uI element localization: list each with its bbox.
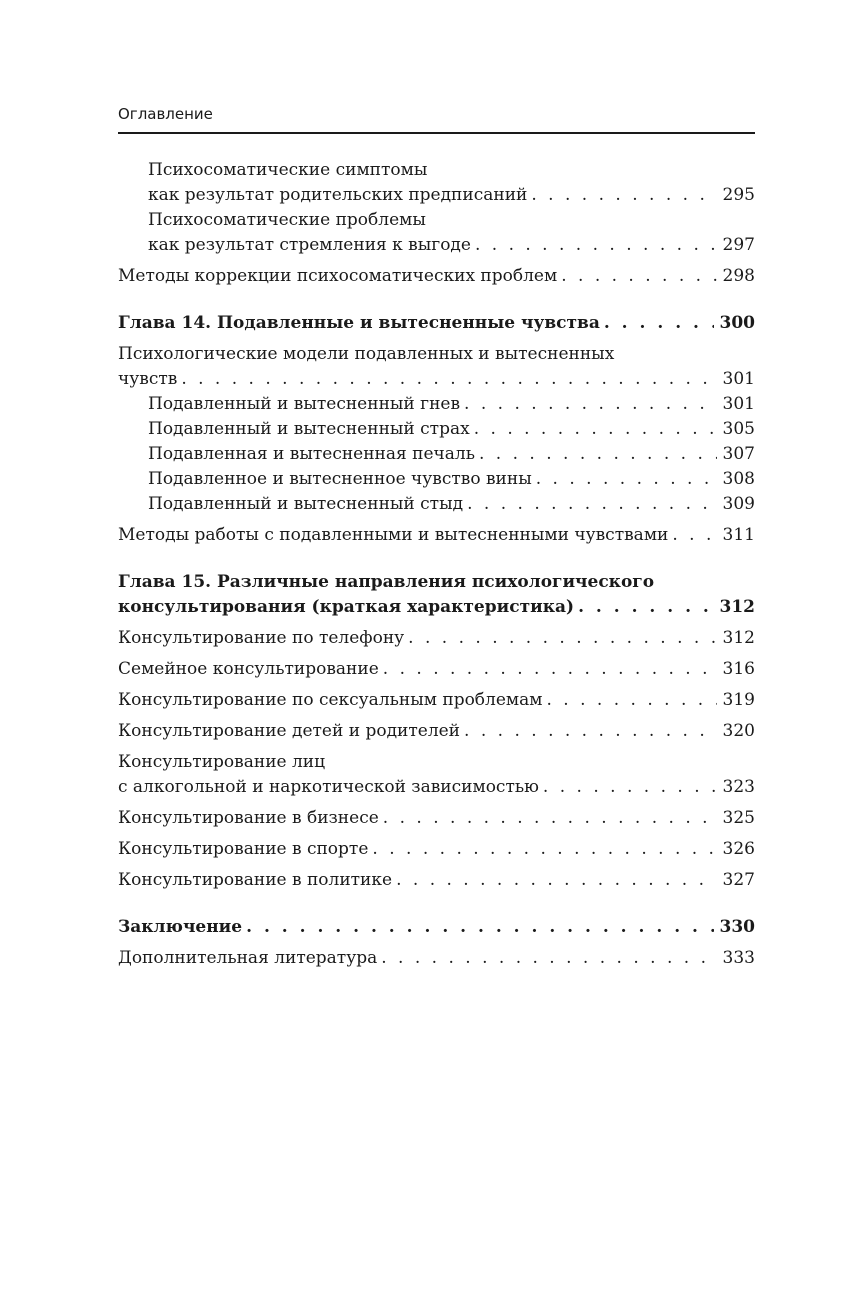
toc-entry	[118, 750, 755, 800]
toc-page-number: 311	[722, 525, 755, 545]
toc-page-number: 320	[722, 721, 755, 741]
toc-entry-title: с алкогольной и наркотической зависимостью	[118, 777, 539, 797]
toc-page-number: 326	[722, 839, 755, 859]
toc-entry	[118, 392, 755, 417]
toc-entry-title: Дополнительная литература	[118, 948, 378, 968]
toc-leader-dots	[408, 626, 716, 651]
toc-entry-title: Подавленная и вытесненная печаль	[148, 444, 475, 464]
toc-chapter-title-line: Глава 15. Различные направления психологического	[118, 572, 655, 592]
toc-leader-dots	[383, 657, 717, 682]
toc-leader-dots	[547, 688, 717, 713]
toc-leader-dots	[531, 183, 716, 208]
toc-page-number: 301	[722, 394, 755, 414]
toc-entry-title: Подавленный и вытесненный гнев	[148, 394, 461, 414]
toc-page-number: 308	[722, 469, 755, 489]
toc-leader-dots	[396, 868, 716, 893]
toc-entry	[118, 492, 755, 517]
toc-page-number: 309	[722, 494, 755, 514]
toc-entry-title-line: Психосоматические симптомы	[148, 160, 428, 180]
toc-leader-dots	[372, 837, 716, 862]
toc-entry	[118, 837, 755, 862]
toc-page-number: 319	[722, 690, 755, 710]
toc-entry	[118, 626, 755, 651]
toc-page-number: 330	[719, 917, 755, 937]
toc-entry-title: Подавленное и вытесненное чувство вины	[148, 469, 532, 489]
toc-page-number: 295	[722, 185, 755, 205]
toc-entry	[118, 688, 755, 713]
toc-page-number: 300	[719, 313, 755, 333]
toc-entry-title-line: Психосоматические проблемы	[148, 210, 426, 230]
toc-entry	[118, 208, 755, 258]
toc-page-number: 316	[722, 659, 755, 679]
toc-entry-title-line: Психологические модели подавленных и вытесненных	[118, 344, 615, 364]
toc-chapter-entry	[118, 311, 755, 336]
toc-leader-dots	[246, 915, 713, 940]
toc-page-number: 307	[722, 444, 755, 464]
toc-entry-title: чувств	[118, 369, 178, 389]
toc-entry-title: Методы коррекции психосоматических проблем	[118, 266, 558, 286]
toc-entry-title: Семейное консультирование	[118, 659, 379, 679]
toc-entry-title: Консультирование в политике	[118, 870, 393, 890]
toc-chapter-title: консультирования (краткая характеристика)	[118, 597, 575, 617]
toc-entry-title: Консультирование в спорте	[118, 839, 369, 859]
toc-entry-title: Подавленный и вытесненный стыд	[148, 494, 464, 514]
toc-page-number: 312	[719, 597, 755, 617]
toc-entry	[118, 442, 755, 467]
toc-leader-dots	[467, 492, 716, 517]
toc-page-number: 297	[722, 235, 755, 255]
toc-page-number: 298	[722, 266, 755, 286]
table-of-contents	[118, 158, 755, 971]
toc-page-number: 323	[722, 777, 755, 797]
toc-entry	[118, 523, 755, 548]
toc-entry	[118, 264, 755, 289]
toc-entry-title: Подавленный и вытесненный страх	[148, 419, 470, 439]
toc-entry	[118, 467, 755, 492]
toc-chapter-title: Заключение	[118, 917, 243, 937]
toc-leader-dots	[181, 367, 716, 392]
toc-page-number: 333	[722, 948, 755, 968]
toc-page-number: 301	[722, 369, 755, 389]
toc-entry	[118, 946, 755, 971]
toc-entry	[118, 719, 755, 744]
toc-leader-dots	[479, 442, 717, 467]
toc-chapter-entry	[118, 570, 755, 620]
running-header	[118, 104, 755, 134]
toc-page-number: 305	[722, 419, 755, 439]
toc-chapter-title: Глава 14. Подавленные и вытесненные чувства	[118, 313, 600, 333]
toc-page-number: 312	[722, 628, 755, 648]
toc-entry	[118, 868, 755, 893]
toc-leader-dots	[536, 467, 717, 492]
toc-leader-dots	[604, 311, 714, 336]
toc-entry-title: Консультирование по сексуальным проблемам	[118, 690, 543, 710]
toc-entry	[118, 806, 755, 831]
toc-entry	[118, 657, 755, 682]
toc-leader-dots	[464, 719, 717, 744]
toc-leader-dots	[561, 264, 716, 289]
toc-entry-title: как результат родительских предписаний	[148, 185, 528, 205]
running-header-title: Оглавление	[118, 105, 213, 123]
toc-page-number: 325	[722, 808, 755, 828]
toc-leader-dots	[475, 233, 717, 258]
toc-entry-title: Консультирование детей и родителей	[118, 721, 461, 741]
toc-entry-title: как результат стремления к выгоде	[148, 235, 471, 255]
toc-leader-dots	[383, 806, 717, 831]
toc-leader-dots	[578, 595, 713, 620]
toc-entry-title: Методы работы с подавленными и вытесненными чувствами	[118, 525, 669, 545]
toc-leader-dots	[381, 946, 716, 971]
toc-entry-title: Консультирование в бизнесе	[118, 808, 379, 828]
toc-leader-dots	[474, 417, 717, 442]
toc-entry-title: Консультирование по телефону	[118, 628, 405, 648]
toc-page-number: 327	[722, 870, 755, 890]
toc-leader-dots	[672, 523, 716, 548]
toc-entry	[118, 158, 755, 208]
toc-entry	[118, 342, 755, 392]
toc-leader-dots	[543, 775, 717, 800]
toc-chapter-entry	[118, 915, 755, 940]
toc-entry-title-line: Консультирование лиц	[118, 752, 326, 772]
toc-entry	[118, 417, 755, 442]
toc-leader-dots	[464, 392, 717, 417]
